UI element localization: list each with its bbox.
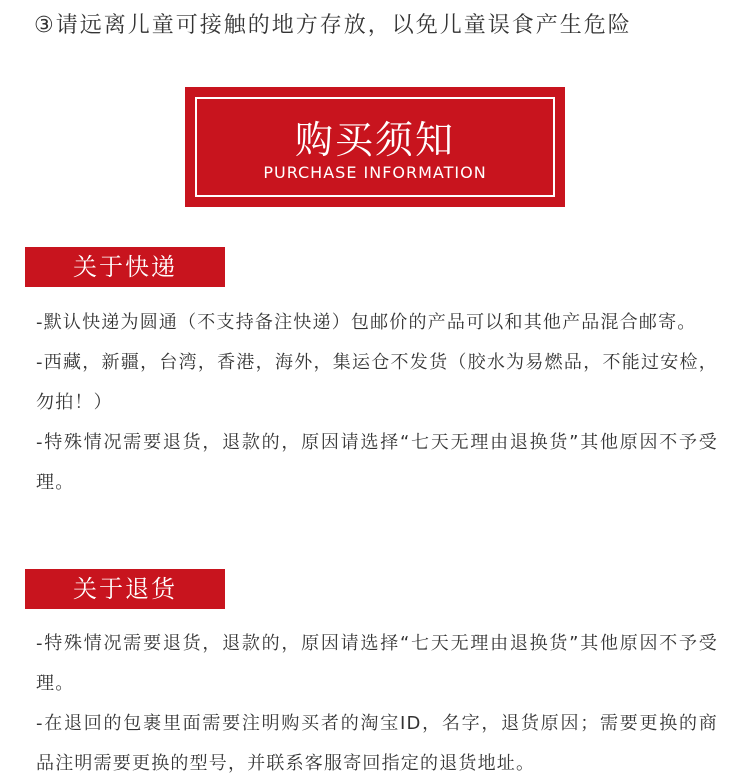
banner-title: 购买须知	[294, 118, 455, 162]
section-title-returns: 关于退货	[25, 569, 225, 609]
section-body-returns	[36, 624, 718, 784]
returns-paragraph: -特殊情况需要退货，退款的，原因请选择“七天无理由退换货”其他原因不予受理。	[36, 633, 718, 694]
shipping-paragraph: -特殊情况需要退货，退款的，原因请选择“七天无理由退换货”其他原因不予受理。	[36, 432, 718, 493]
safety-note: ③请远离儿童可接触的地方存放，以免儿童误食产生危险	[34, 13, 632, 38]
banner-subtitle: PURCHASE INFORMATION	[263, 163, 487, 182]
shipping-paragraph: -西藏，新疆，台湾，香港，海外，集运仓不发货（胶水为易燃品，不能过安检，勿拍！）	[36, 352, 718, 413]
shipping-paragraph: -默认快递为圆通（不支持备注快递）包邮价的产品可以和其他产品混合邮寄。	[36, 312, 697, 333]
section-body-shipping	[36, 303, 718, 503]
returns-paragraph: -在退回的包裹里面需要注明购买者的淘宝ID，名字，退货原因；需要更换的商品注明需要更换的型号，并联系客服寄回指定的退货地址。	[36, 713, 718, 774]
purchase-info-banner	[185, 87, 565, 207]
section-title-shipping: 关于快递	[25, 247, 225, 287]
